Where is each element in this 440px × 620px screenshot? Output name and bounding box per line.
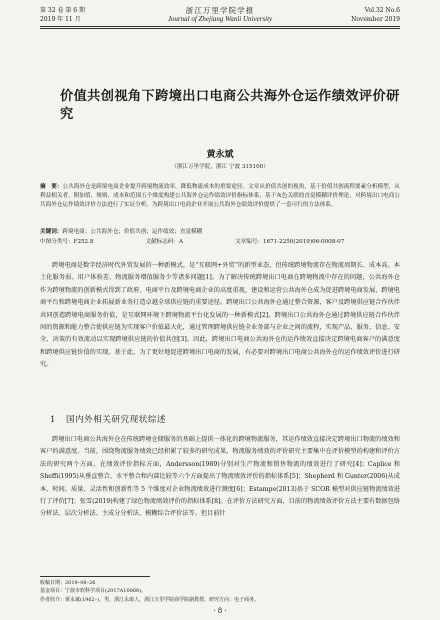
issue-date: 2019 年 11 月	[40, 16, 81, 23]
section-title: 国内外相关研究现状综述	[65, 415, 167, 425]
running-header	[40, 6, 400, 42]
article-number: 文章编号：1671-2250(2019)06-0008-07	[235, 239, 345, 245]
classification-line	[40, 238, 400, 247]
footnote	[40, 579, 400, 604]
volume-issue: 第 32 卷 第 6 期	[40, 7, 85, 14]
paper-title: 价值共创视角下跨境出口电商公共海外仓运作绩效评价研究	[60, 89, 400, 122]
header-right	[310, 6, 400, 24]
fund-project: 基金项目：宁波市软科学项目(2017A10068)。	[40, 588, 147, 595]
abstract	[40, 183, 400, 210]
keywords-text: 跨境电商；公共海外仓；价值共创；运作绩效；直觉模糊	[62, 229, 203, 235]
keywords-label: 关键词：	[40, 229, 63, 235]
document-code: 文献标志码：A	[145, 239, 184, 245]
header-left	[40, 6, 130, 24]
keywords	[40, 228, 400, 237]
footnote-rule	[40, 576, 150, 577]
received-date: 收稿日期：2019–08–26	[40, 580, 96, 586]
author-affiliation: （浙江万里学院，浙江 宁波 315100）	[171, 164, 269, 170]
issue-date-en: November 2019	[351, 16, 400, 23]
header-rule-bottom	[40, 28, 400, 29]
journal-name-en: Journal of Zhejiang Wanli University	[167, 15, 273, 23]
section-paragraph: 跨境出口电商公共海外仓在传统跨境仓储服务的基础上提供一体化的跨境物流服务，其运作绩效直接决定跨境出口物流的绩效和客户的满意度。当前，围绕物流服务绩效已经积累了较多的研究成果，物流服务绩效的评价研究主要集中在评价模型的构建和评价方法的研究两个方面。在绩效评价指标方面，Andersson(1989)分别对生产物流和销售物流的绩效进行了研究[4]；Caplice 和 Sheffi(1995)从垂直整合、水平整合和内部比较等六个方面提出了物流绩效评价的指标体系[5]；Shepherd 和 Gunter(2006)从成本、时间、质量、灵活性和创新性等 5 个维度对企业物流绩效进行测度[6]；Estampe(2013)基于 SCOR 模型对供应链物流绩效进行了评价[7]；张雪(2019)构建了绿色物流绩效评价的指标体系[8]。在评价方法研究方面，目前的物流绩效评价方法主要有数据包络分析法、层次分析法、主成分分析法、模糊综合评价法等。但目前针	[40, 436, 400, 518]
author-bio: 作者简介：黄永斌(1962–)，男，浙江永康人，浙江万里学院商学院副教授，研究方向：电子商务。	[40, 596, 260, 603]
header-rule-top	[40, 26, 400, 27]
author-name: 黄永斌	[206, 150, 234, 160]
header-center	[130, 6, 310, 24]
page-number: · 8 ·	[213, 607, 227, 615]
journal-name-zh: 浙江万里学院学报	[185, 6, 255, 15]
section-number: 1	[50, 415, 56, 425]
abstract-label: 摘 要：	[40, 184, 63, 190]
clc-number: 中图分类号：F252.8	[40, 239, 94, 245]
section-heading	[50, 413, 166, 425]
volume-issue-en: Vol.32 No.6	[364, 7, 400, 14]
intro-paragraph: 跨境电商是数字经济时代外贸发展的一种新模式，是“互联网+外贸”的新型业态，但传统跨境物流存在物流周期长、成本高、本土化服务弱、用户体验差、物流服务增值服务少等诸多问题[1]。为了解决传统跨境出口电商在跨境物流中存在的问题，公共海外仓作为跨境物流的创新模式得到了政府、电商平台及跨境电商企业的高度重视，建设和运营公共海外仓成为促进跨境电商发展、跨境电商平台和跨境电商企业拓展新业务打造卓越全球供应链的重要途径。跨境出口公共海外仓通过整合资源，客户及跨境供应链合作伙伴共同创造跨境电商服务价值，是互联网环境下跨境物流平台化发展的一种新模式[2]。跨境出口公共海外仓通过跨境供应链合作伙伴间的资源和能力整合使供应链为实现客户价值最大化，通过管理跨境供应链全业务部与企业之间的流程，实现产品、服务、信息、安全、决策的有效流动以实现跨境供应链的价值共创[3]。因此，跨境出口电商公共海外仓的运作绩效直接决定跨境电商客户的满意度和跨境供应链价值的实现。基于此，为了更好地促进跨境出口电商的发展，有必要对跨境出口电商公共海外仓的运作绩效评价进行研究。	[40, 262, 400, 369]
abstract-text: 公共海外仓是跨境电商企业提升跨境物流效率，降低物流成本的重要途径。文章从价值共创的视角，基于价值共创流程要素分析模型，从利益相关者、附加值、规则、成本和范围五个维度构建公共海外仓运作绩效评价指标体系，基于灰色关联的直觉模糊评价理论，对跨境出口电商公共海外仓运作绩效评价方法进行了实证分析，为跨境出口电商企业开展公共海外仓绩效评价提供了一套可行的方法体系。	[40, 184, 400, 208]
